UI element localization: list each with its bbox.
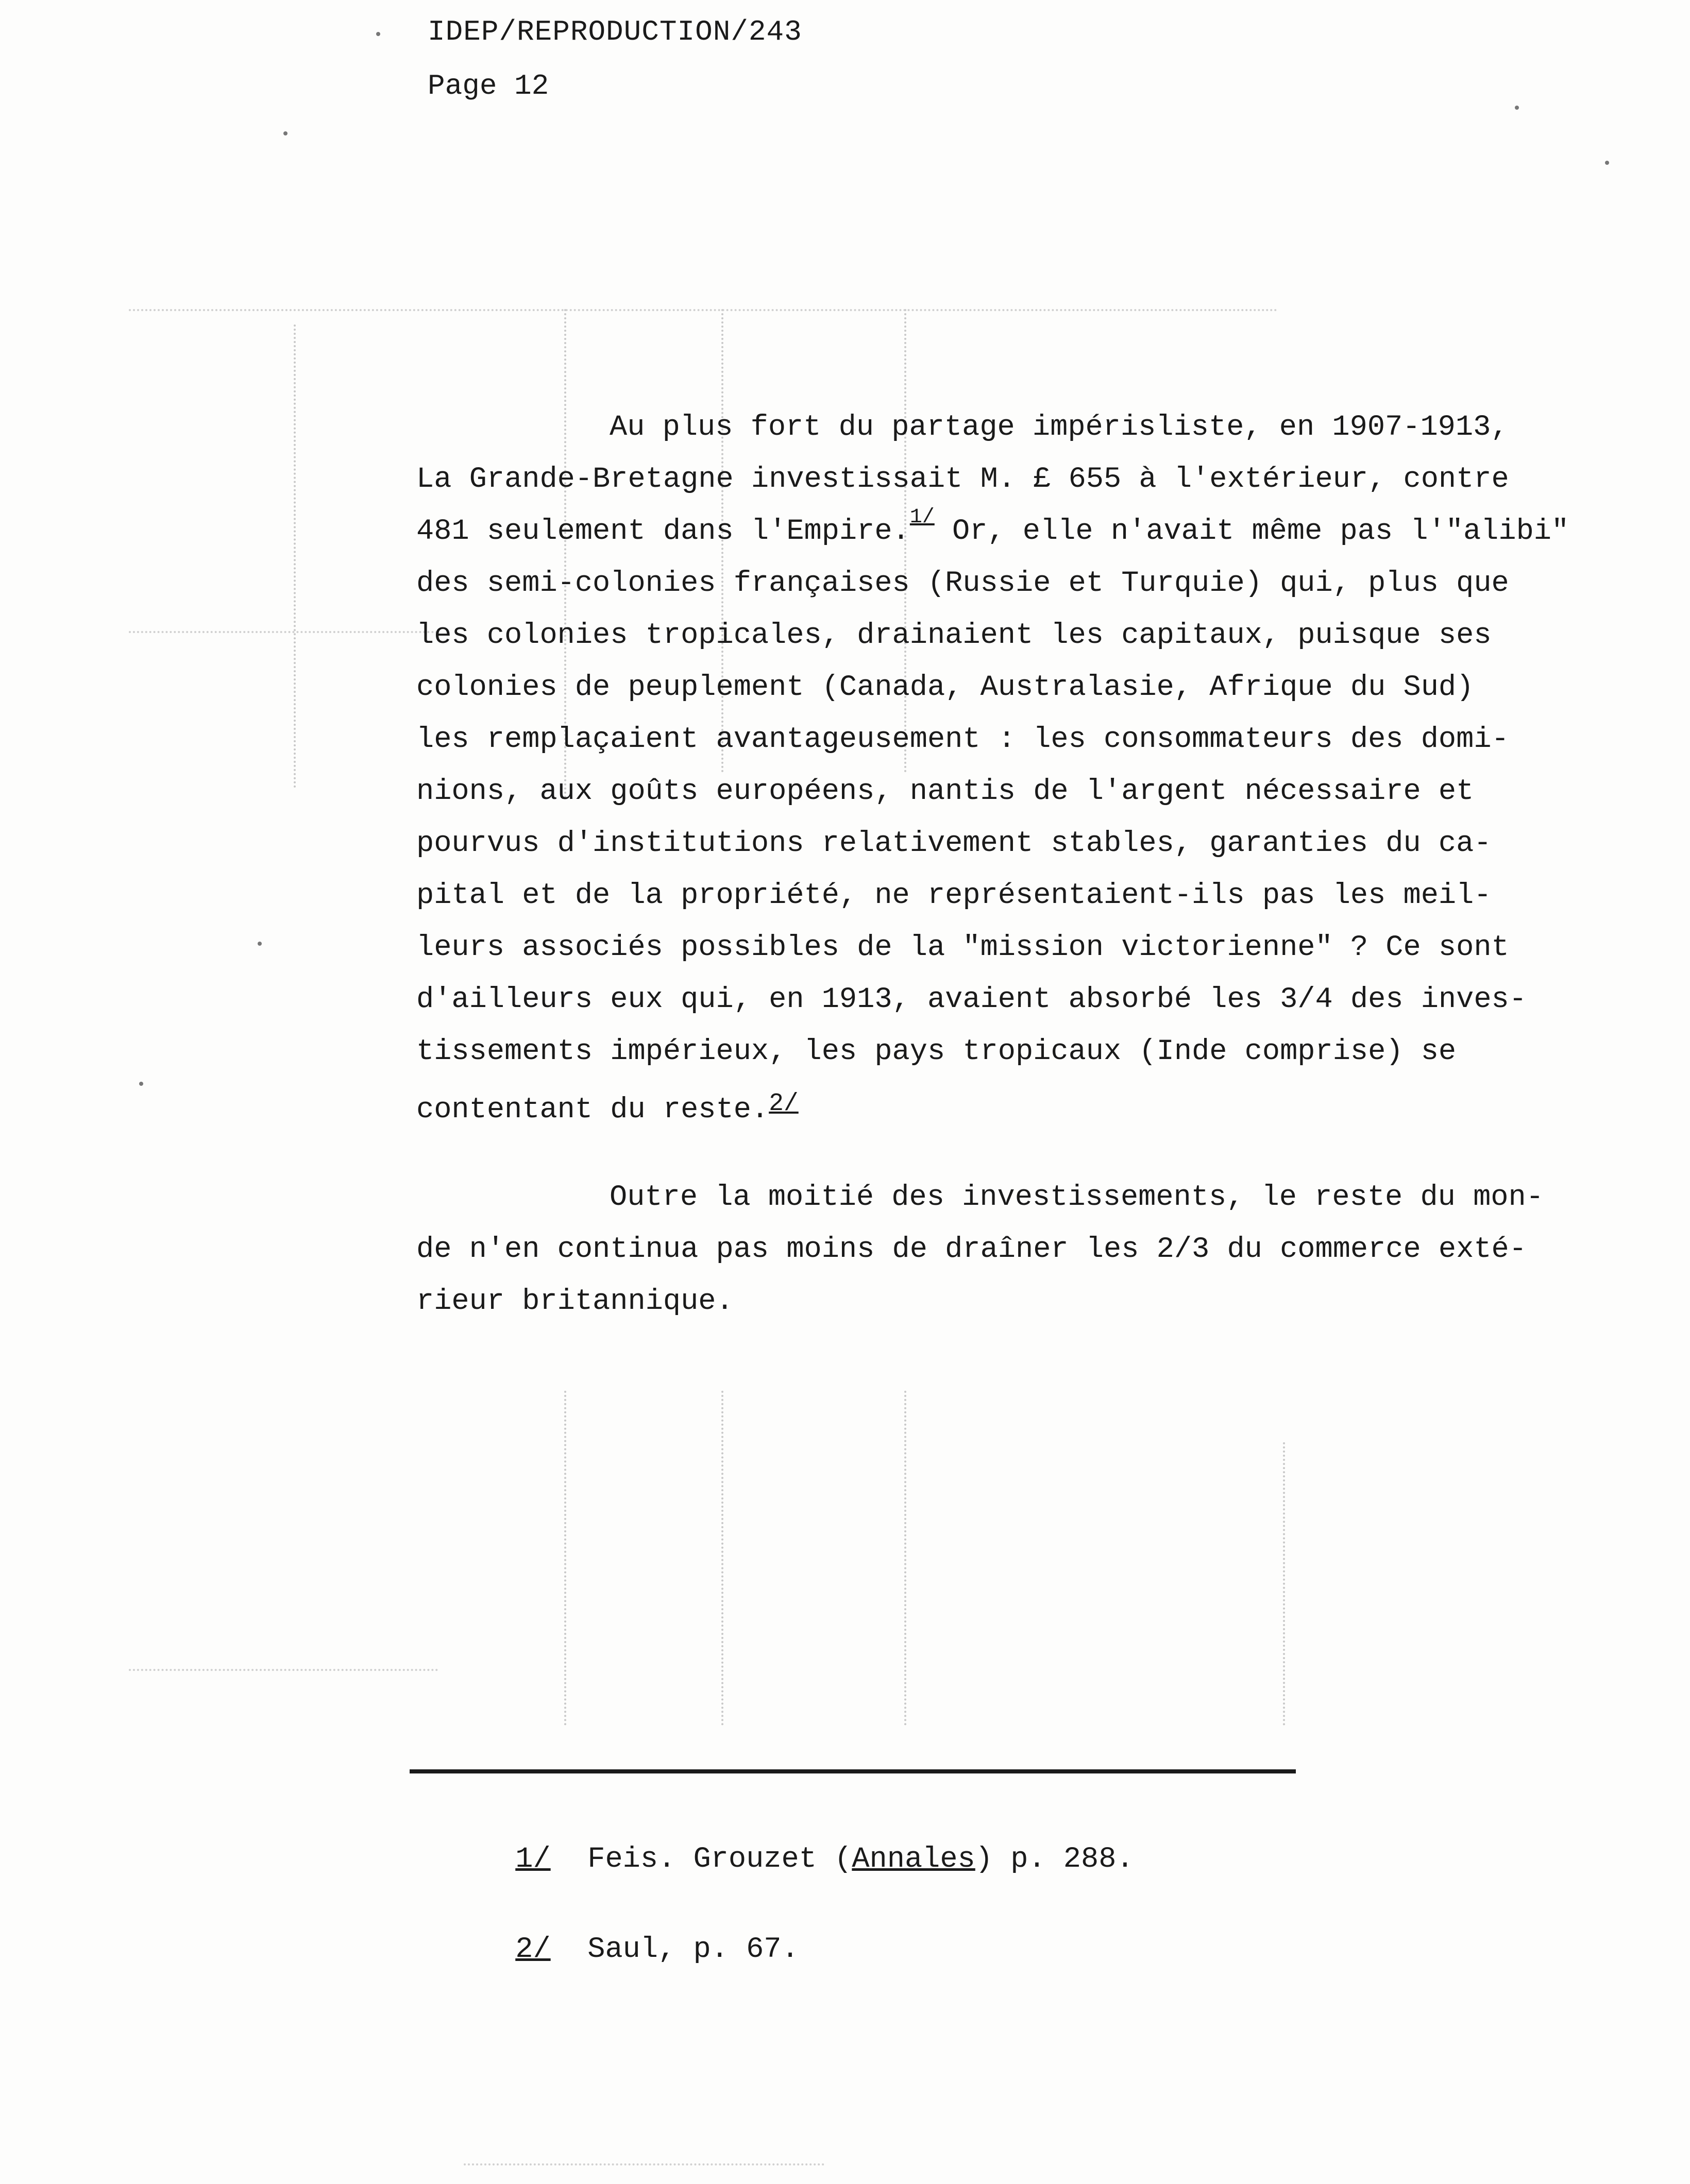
text-line: leurs associés possibles de la "mission victorienne" ? Ce sont <box>416 931 1509 964</box>
footnote-2 <box>410 1872 1134 1966</box>
footnote-text-underlined: Annales <box>852 1843 975 1876</box>
scan-artifact <box>129 631 438 633</box>
page-number: Page 12 <box>428 70 549 103</box>
text-segment: 481 seulement dans l'Empire. <box>416 515 910 548</box>
scan-artifact <box>464 2163 824 2165</box>
text-line: pourvus d'institutions relativement stables, garanties du ca- <box>416 827 1492 860</box>
text-line: rieur britannique. <box>416 1285 734 1318</box>
scan-artifact <box>564 1391 566 1726</box>
text-segment: Or, elle n'avait même pas l'"alibi" <box>934 515 1569 548</box>
text-line: La Grande-Bretagne investissait M. £ 655 à l'extérieur, contre <box>416 463 1509 496</box>
text-line: des semi-colonies françaises (Russie et Turquie) qui, plus que <box>416 567 1509 600</box>
scan-speck <box>1605 161 1609 165</box>
scan-artifact <box>294 325 296 788</box>
footnote-number: 2/ <box>515 1933 551 1966</box>
text-line: de n'en continua pas moins de draîner les 2/3 du commerce exté- <box>416 1233 1527 1266</box>
text-line: les remplaçaient avantageusement : les consommateurs des domi- <box>416 723 1509 756</box>
scan-speck <box>283 131 288 135</box>
footnote-separator <box>410 1769 1296 1773</box>
scan-artifact <box>1283 1442 1285 1726</box>
paragraph-2 <box>416 1172 1581 1328</box>
scan-speck <box>376 32 380 36</box>
scan-artifact <box>904 1391 906 1726</box>
scan-speck <box>258 942 262 946</box>
footnote-marker-2: 2/ <box>769 1090 799 1118</box>
scan-artifact <box>129 309 1278 311</box>
footnote-text: Saul, p. 67. <box>587 1933 799 1966</box>
footnote-text: ) p. 288. <box>975 1843 1134 1876</box>
text-segment: contentant du reste. <box>416 1094 769 1127</box>
text-line: d'ailleurs eux qui, en 1913, avaient absorbé les 3/4 des inves- <box>416 983 1527 1016</box>
scan-artifact <box>129 1669 438 1671</box>
text-line: les colonies tropicales, drainaient les capitaux, puisque ses <box>416 619 1492 652</box>
document-reference: IDEP/REPRODUCTION/243 <box>428 15 802 48</box>
text-line <box>416 1078 1581 1136</box>
footnote-number: 1/ <box>515 1843 551 1876</box>
footnotes <box>410 1782 1134 1966</box>
text-line: Outre la moitié des investissements, le reste du mon- <box>610 1181 1544 1214</box>
scan-artifact <box>721 1391 723 1726</box>
paragraph-1 <box>416 402 1581 1136</box>
footnote-marker-1: 1/ <box>909 506 935 529</box>
text-line: pital et de la propriété, ne représentaient-ils pas les meil- <box>416 879 1492 912</box>
footnote-text: Feis. Grouzet ( <box>587 1843 852 1876</box>
scan-speck <box>1515 106 1519 110</box>
footnote-1 <box>410 1782 1134 1876</box>
text-line <box>416 506 1581 558</box>
text-line: tissements impérieux, les pays tropicaux (Inde comprise) se <box>416 1035 1457 1068</box>
text-line: colonies de peuplement (Canada, Australasie, Afrique du Sud) <box>416 671 1474 704</box>
text-line: nions, aux goûts européens, nantis de l'argent nécessaire et <box>416 775 1474 808</box>
scan-speck <box>139 1082 143 1086</box>
text-line: Au plus fort du partage impérisliste, en 1907-1913, <box>610 411 1509 444</box>
